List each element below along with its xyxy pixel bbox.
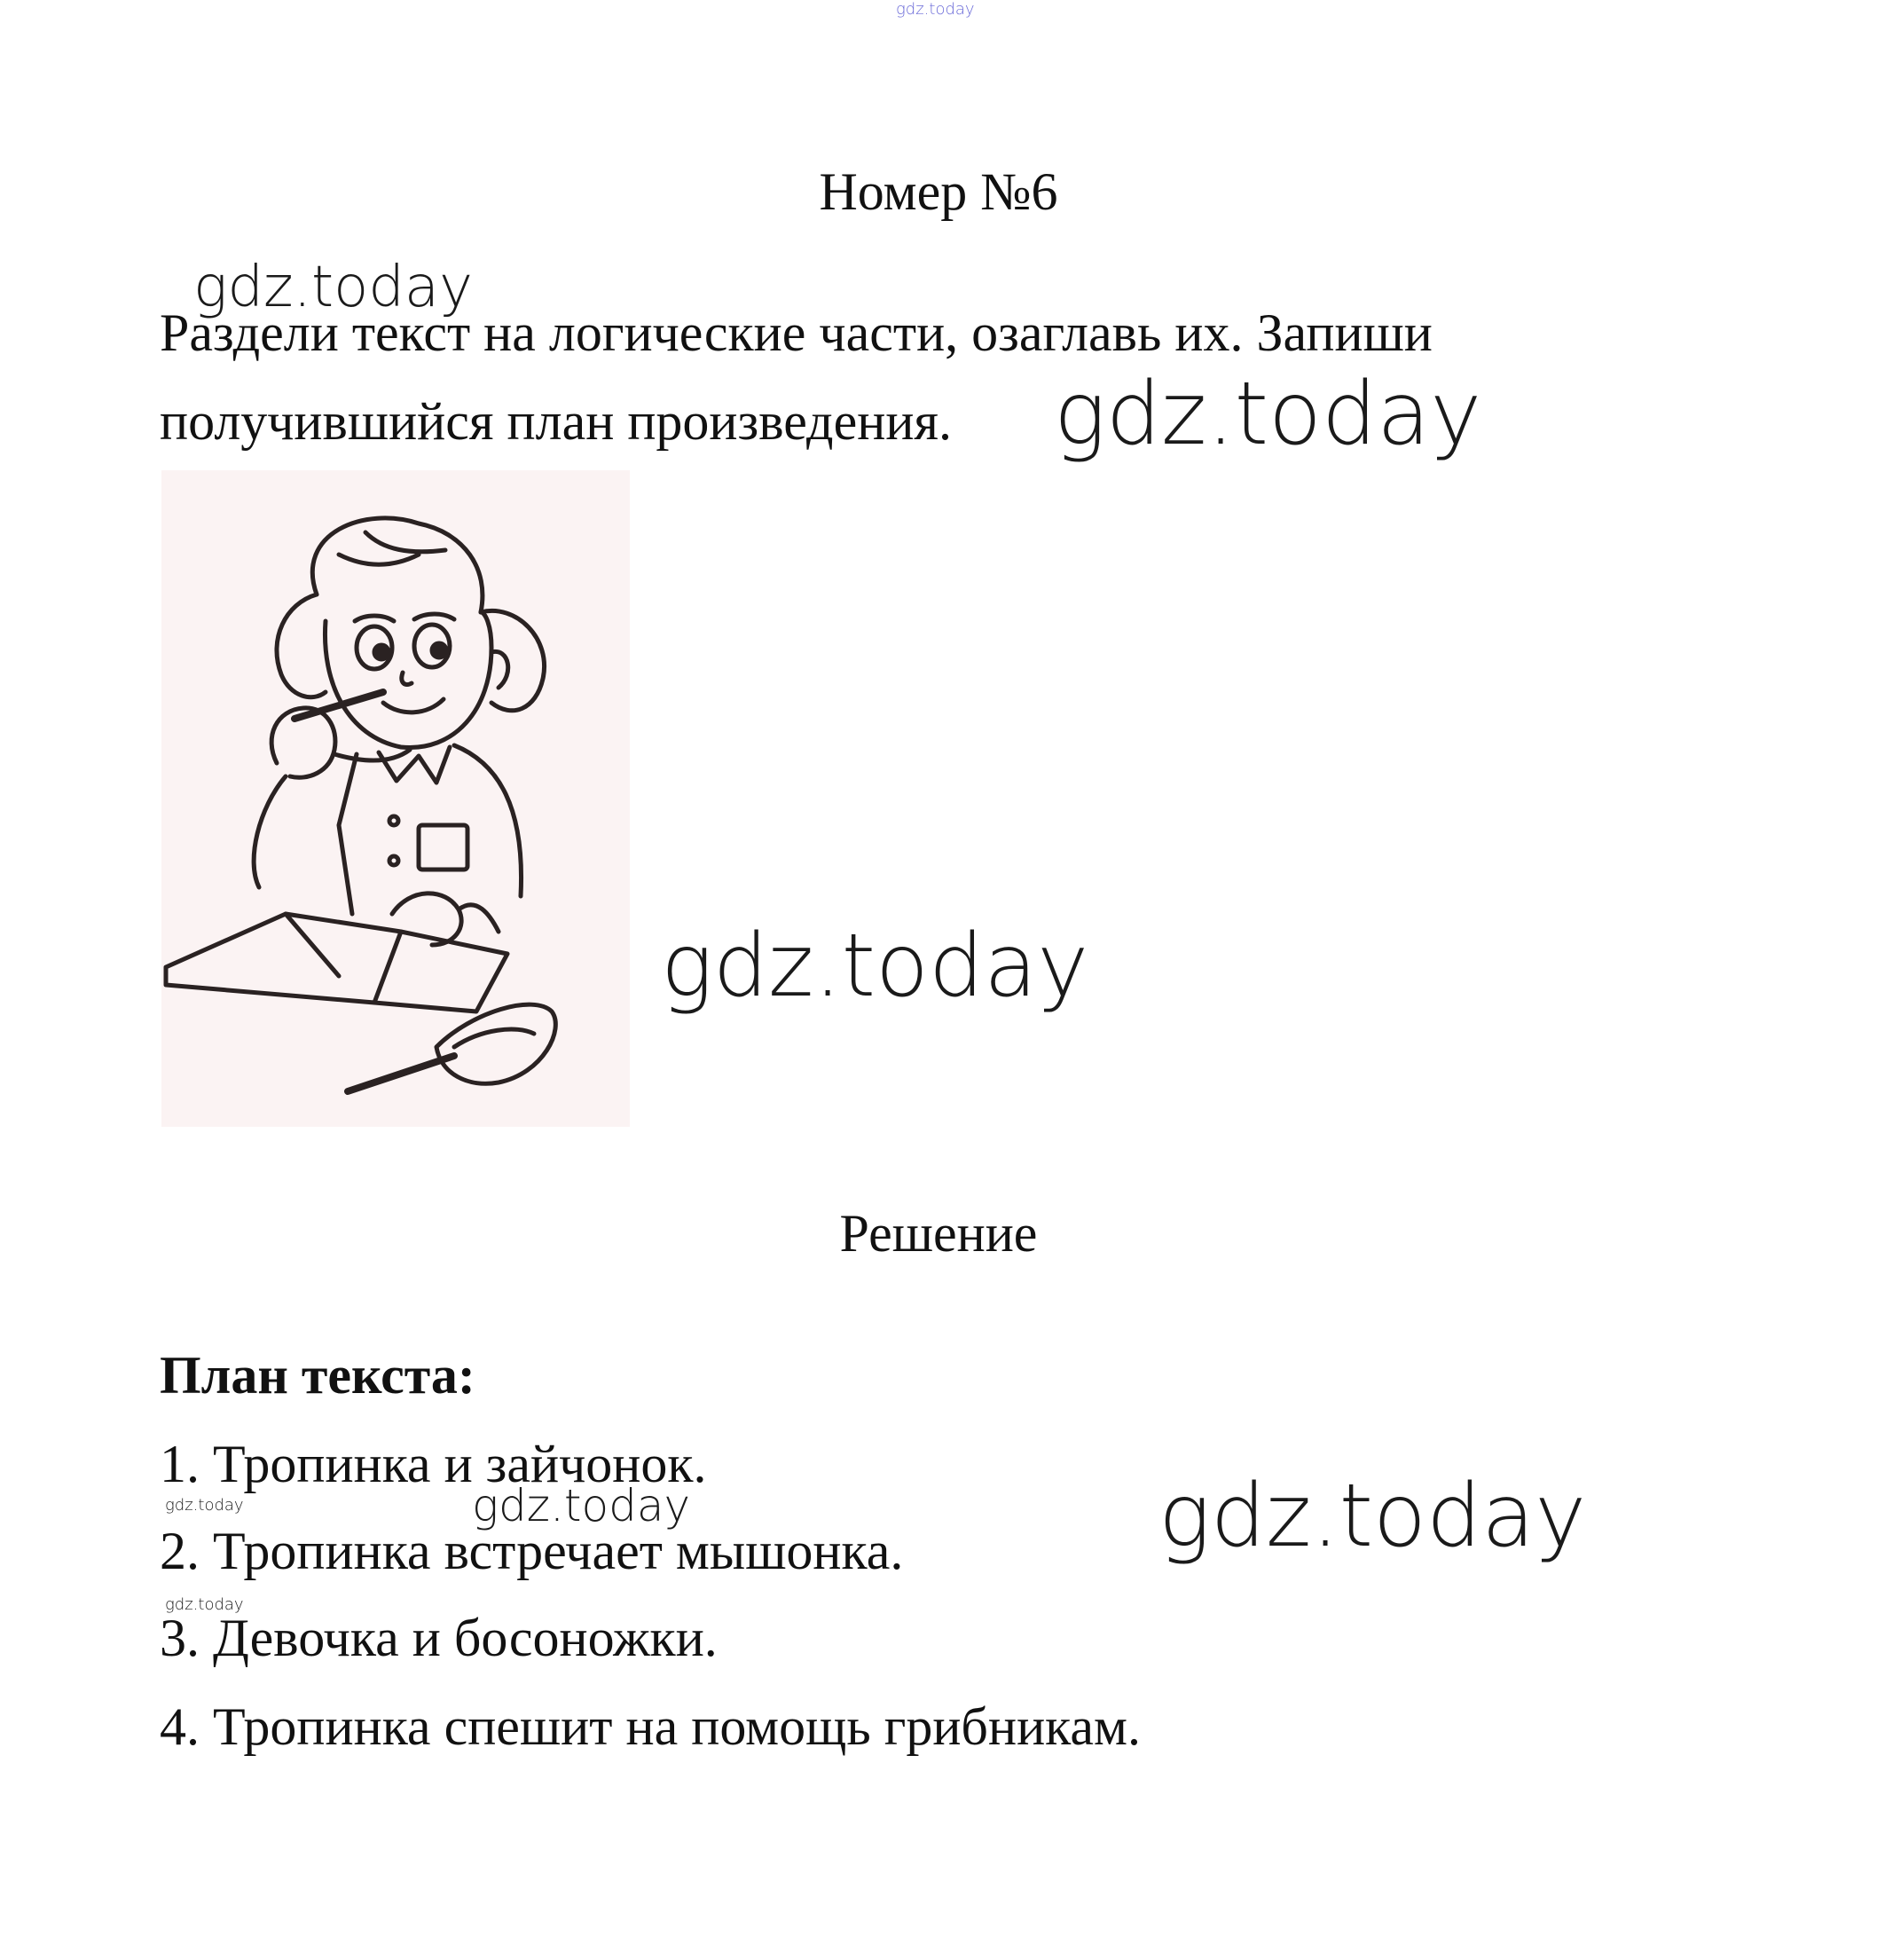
solution-heading: Решение	[839, 1204, 1038, 1263]
watermark: gdz.today	[165, 1595, 244, 1614]
watermark: gdz.today	[1054, 364, 1482, 465]
watermark: gdz.today	[1158, 1466, 1587, 1567]
list-item: 2. Тропинка встречает мышонка.	[160, 1522, 904, 1580]
watermark: gdz.today	[661, 916, 1089, 1017]
list-item: 1. Тропинка и зайчонок.	[160, 1435, 707, 1493]
plan-heading: План текста:	[160, 1346, 475, 1405]
page-title: Номер №6	[819, 162, 1058, 221]
watermark: gdz.today	[472, 1480, 691, 1531]
task-text-line-1: Раздели текст на логические части, озаглавь их. Запиши	[160, 303, 1433, 362]
list-item: 4. Тропинка спешит на помощь грибникам.	[160, 1697, 1142, 1756]
watermark: gdz.today	[165, 1496, 244, 1515]
watermark: gdz.today	[193, 255, 473, 320]
list-item: 3. Девочка и босоножки.	[160, 1609, 718, 1667]
girl-writing-icon	[161, 470, 630, 1127]
illustration-girl-writing	[161, 470, 630, 1127]
watermark-top: gdz.today	[896, 0, 975, 19]
task-text-line-2: получившийся план произведения.	[160, 392, 953, 451]
